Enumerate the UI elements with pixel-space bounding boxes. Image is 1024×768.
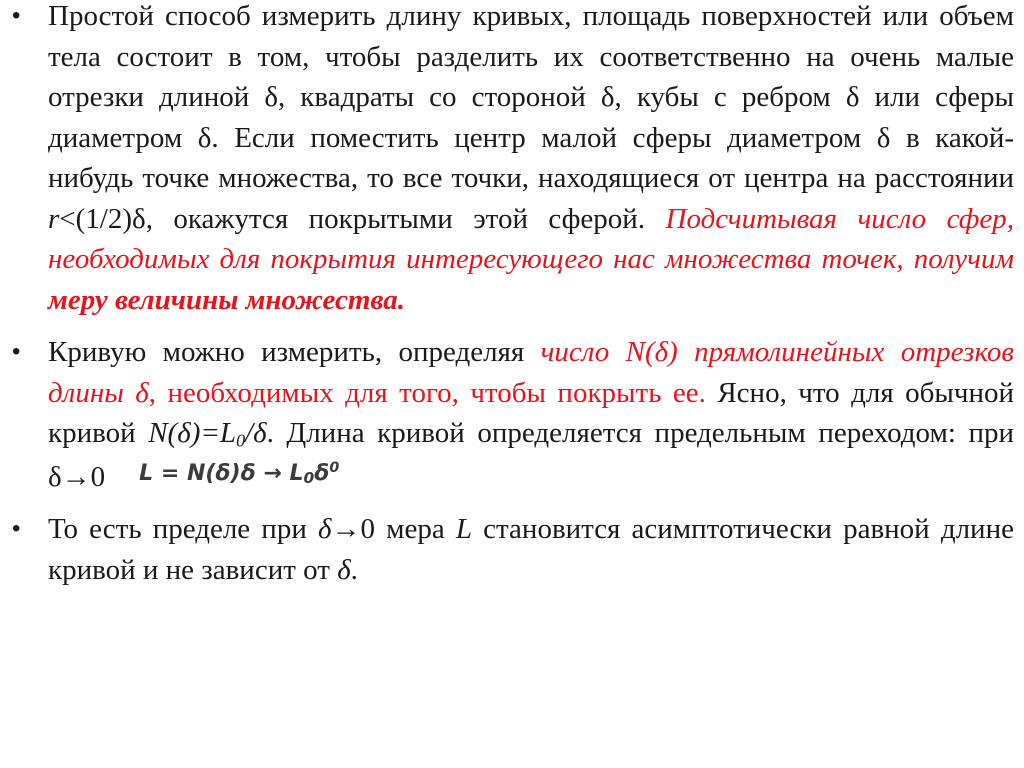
bullet-list (10, 0, 1014, 590)
highlight-text: число N(δ) прямолинейных отрезков длины δ (48, 336, 1014, 409)
variable-delta: δ (337, 553, 351, 586)
math-expression: $N(\delta)=L_0/\delta$ (148, 417, 267, 451)
variable-r: r (48, 202, 60, 235)
highlight-bold-text: меру величины множества. (48, 283, 405, 316)
limit-formula: $L = N(\delta)\delta \to L_0\delta^0$ (139, 459, 340, 487)
bullet-dot-icon: • (12, 515, 21, 542)
bullet-item-measurement-method (10, 0, 1014, 320)
paragraph-text: становится асимптотически равной длине кривой и не зависит от (48, 513, 1014, 586)
highlight-text: Подсчитывая число сфер, необходимых для покрытия интересующего нас множества точек, получим (48, 202, 1014, 275)
highlight-comma: , (148, 376, 157, 409)
bullet-item-limit (10, 509, 1014, 590)
highlight-text-upright: необходимых для того, чтобы покрыть ее. (156, 376, 706, 409)
variable-delta: δ (318, 513, 332, 545)
paragraph-text: Простой способ измерить длину кривых, площадь поверхностей или объем тела состоит в том, чтобы разделить их соответственно на очень малые отрезки длиной δ, квадраты со стороной δ, кубы с ребром δ или сферы диаметром δ. Если поместить центр малой сферы диаметром δ в какой-нибудь точке множества, то все точки, находящиеся от центра на расстоянии (48, 0, 1014, 194)
variable-L: L (455, 513, 473, 545)
paragraph-text: Ясно, что для обычной кривой (48, 376, 1014, 449)
bullet-dot-icon: • (12, 2, 21, 29)
bullet-dot-icon: • (12, 338, 21, 365)
paragraph-text: Кривую можно измерить, определяя (48, 336, 541, 368)
paragraph-text: То есть пределе при (48, 513, 318, 545)
paragraph-text: . (350, 553, 358, 586)
bullet-item-curve-measure (10, 332, 1014, 497)
paragraph-text: <(1/2)δ, окажутся покрытыми этой сферой. (59, 202, 666, 235)
paragraph-text: . Длина кривой определяется предельным переходом: при δ→0 (48, 417, 1015, 493)
paragraph-text: →0 мера (331, 513, 456, 545)
